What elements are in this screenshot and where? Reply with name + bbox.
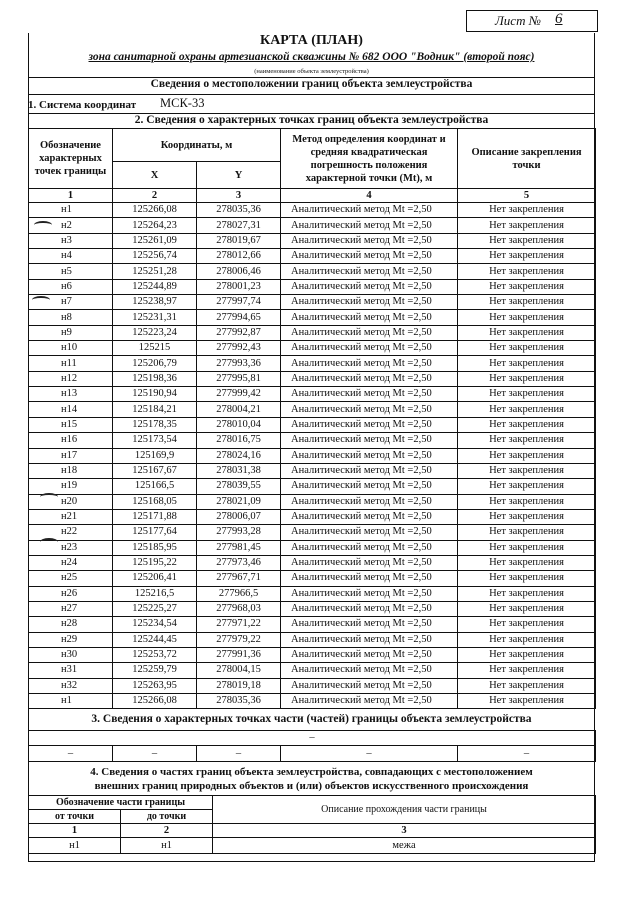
coord-y: 278006,46 [197, 264, 281, 279]
point-label: н18 [29, 463, 113, 478]
table-row [29, 479, 596, 494]
pen-mark [32, 296, 50, 304]
coord-y: 277999,42 [197, 387, 281, 402]
coord-y: 277995,81 [197, 371, 281, 386]
section3-table [28, 730, 596, 762]
coord-y: 277993,36 [197, 356, 281, 371]
coord-x: 125190,94 [113, 387, 197, 402]
coord-y: 277979,22 [197, 632, 281, 647]
coord-y: 278001,23 [197, 279, 281, 294]
coord-x: 125168,05 [113, 494, 197, 509]
point-label: н29 [29, 632, 113, 647]
section3-dash: – [29, 746, 113, 761]
table-row [29, 433, 596, 448]
coord-y: 278027,31 [197, 218, 281, 233]
section3-dash: – [29, 731, 596, 746]
fixing-cell: Нет закрепления [458, 479, 596, 494]
method-cell: Аналитический метод Mt =2,50 [281, 663, 458, 678]
point-label: н26 [29, 586, 113, 601]
coordinate-system-value: МСК-33 [160, 96, 205, 110]
table-row [29, 694, 596, 709]
point-label: н9 [29, 325, 113, 340]
fixing-cell: Нет закрепления [458, 663, 596, 678]
point-label: н28 [29, 617, 113, 632]
pen-mark [34, 221, 52, 229]
coordinate-system-label: 1. Система координат [28, 99, 137, 111]
document-title: КАРТА (ПЛАН) [260, 33, 363, 48]
section4-title-line2: внешних границ природных объектов и (или) объектов искусственного происхождения [94, 780, 529, 792]
method-cell: Аналитический метод Mt =2,50 [281, 203, 458, 218]
coord-y: 278004,21 [197, 402, 281, 417]
method-cell: Аналитический метод Mt =2,50 [281, 218, 458, 233]
method-cell: Аналитический метод Mt =2,50 [281, 571, 458, 586]
method-cell: Аналитический метод Mt =2,50 [281, 494, 458, 509]
document-page [28, 33, 595, 863]
method-cell: Аналитический метод Mt =2,50 [281, 448, 458, 463]
point-label: н10 [29, 341, 113, 356]
section3-dash: – [113, 746, 197, 761]
coord-x: 125206,41 [113, 571, 197, 586]
coord-x: 125263,95 [113, 678, 197, 693]
coord-x: 125256,74 [113, 249, 197, 264]
coord-y: 277994,65 [197, 310, 281, 325]
fixing-cell: Нет закрепления [458, 325, 596, 340]
coord-x: 125178,35 [113, 417, 197, 432]
method-cell: Аналитический метод Mt =2,50 [281, 525, 458, 540]
fixing-cell: Нет закрепления [458, 433, 596, 448]
point-label: н31 [29, 663, 113, 678]
section2-title: 2. Сведения о характерных точках границ объекта землеустройства [134, 114, 489, 126]
method-cell: Аналитический метод Mt =2,50 [281, 249, 458, 264]
method-cell: Аналитический метод Mt =2,50 [281, 694, 458, 709]
table-row [29, 295, 596, 310]
fixing-cell: Нет закрепления [458, 601, 596, 616]
method-cell: Аналитический метод Mt =2,50 [281, 617, 458, 632]
method-cell: Аналитический метод Mt =2,50 [281, 279, 458, 294]
coord-x: 125259,79 [113, 663, 197, 678]
colnum: 3 [213, 824, 596, 838]
coord-x: 125253,72 [113, 647, 197, 662]
header-to: до точки [121, 810, 213, 824]
colnum: 1 [29, 189, 113, 203]
fixing-cell: Нет закрепления [458, 310, 596, 325]
point-label: н13 [29, 387, 113, 402]
method-cell: Аналитический метод Mt =2,50 [281, 310, 458, 325]
subtitle-caption: (наименование объекта землеустройства) [254, 68, 369, 75]
fixing-cell: Нет закрепления [458, 233, 596, 248]
point-label: н27 [29, 601, 113, 616]
colnum: 2 [113, 189, 197, 203]
coord-y: 278019,67 [197, 233, 281, 248]
pen-mark [40, 493, 58, 501]
method-cell: Аналитический метод Mt =2,50 [281, 540, 458, 555]
point-label: н5 [29, 264, 113, 279]
section3-dash: – [281, 746, 458, 761]
point-label: н12 [29, 371, 113, 386]
table-row [29, 310, 596, 325]
table-row [29, 494, 596, 509]
method-cell: Аналитический метод Mt =2,50 [281, 678, 458, 693]
table-row [29, 571, 596, 586]
method-cell: Аналитический метод Mt =2,50 [281, 387, 458, 402]
table-row [29, 555, 596, 570]
sheet-number: 6 [555, 11, 563, 27]
coord-y: 278010,04 [197, 417, 281, 432]
table-row [29, 463, 596, 478]
method-cell: Аналитический метод Mt =2,50 [281, 509, 458, 524]
fixing-cell: Нет закрепления [458, 387, 596, 402]
coord-y: 278019,18 [197, 678, 281, 693]
table-row [29, 341, 596, 356]
fixing-cell: Нет закрепления [458, 218, 596, 233]
table-row [29, 249, 596, 264]
point-label: н20 [29, 494, 113, 509]
fixing-cell: Нет закрепления [458, 203, 596, 218]
coord-x: 125184,21 [113, 402, 197, 417]
point-label: н14 [29, 402, 113, 417]
point-label: н22 [29, 525, 113, 540]
coord-x: 125231,31 [113, 310, 197, 325]
coord-x: 125266,08 [113, 694, 197, 709]
coord-x: 125169,9 [113, 448, 197, 463]
coord-y: 278006,07 [197, 509, 281, 524]
header-x: X [113, 162, 197, 189]
colnum: 5 [458, 189, 596, 203]
table-row [29, 218, 596, 233]
coord-y: 278012,66 [197, 249, 281, 264]
table-row [29, 279, 596, 294]
coord-x: 125244,89 [113, 279, 197, 294]
table-row [29, 371, 596, 386]
coord-x: 125234,54 [113, 617, 197, 632]
coord-x: 125167,67 [113, 463, 197, 478]
coord-x: 125225,27 [113, 601, 197, 616]
section3-dash: – [197, 746, 281, 761]
section-main-title: Сведения о местоположении границ объекта землеустройства [150, 78, 473, 90]
coord-y: 277992,87 [197, 325, 281, 340]
method-cell: Аналитический метод Mt =2,50 [281, 371, 458, 386]
header-passage: Описание прохождения части границы [213, 796, 596, 824]
point-label: н11 [29, 356, 113, 371]
method-cell: Аналитический метод Mt =2,50 [281, 295, 458, 310]
fixing-cell: Нет закрепления [458, 295, 596, 310]
fixing-cell: Нет закрепления [458, 555, 596, 570]
fixing-cell: Нет закрепления [458, 694, 596, 709]
table-row [29, 356, 596, 371]
coord-x: 125177,64 [113, 525, 197, 540]
sheet-number-box [466, 10, 598, 32]
point-label: н6 [29, 279, 113, 294]
colnum: 1 [29, 824, 121, 838]
fixing-cell: Нет закрепления [458, 448, 596, 463]
fixing-cell: Нет закрепления [458, 264, 596, 279]
header-part: Обозначение части границы [29, 796, 213, 810]
coord-x: 125216,5 [113, 586, 197, 601]
method-cell: Аналитический метод Mt =2,50 [281, 647, 458, 662]
fixing-cell: Нет закрепления [458, 417, 596, 432]
colnum: 3 [197, 189, 281, 203]
coord-y: 277968,03 [197, 601, 281, 616]
point-label: н17 [29, 448, 113, 463]
fixing-cell: Нет закрепления [458, 647, 596, 662]
table-row [29, 264, 596, 279]
section4-table [28, 795, 596, 854]
table-row [29, 617, 596, 632]
table-row [29, 525, 596, 540]
coord-x: 125223,24 [113, 325, 197, 340]
coord-x: 125173,54 [113, 433, 197, 448]
table-row [29, 540, 596, 555]
colnum: 2 [121, 824, 213, 838]
section3-title: 3. Сведения о характерных точках части (частей) границы объекта землеустройства [91, 713, 532, 725]
coord-y: 277971,22 [197, 617, 281, 632]
fixing-cell: Нет закрепления [458, 279, 596, 294]
table-row [29, 678, 596, 693]
fixing-cell: Нет закрепления [458, 356, 596, 371]
method-cell: Аналитический метод Mt =2,50 [281, 341, 458, 356]
part-to: н1 [121, 838, 213, 854]
coord-x: 125251,28 [113, 264, 197, 279]
method-cell: Аналитический метод Mt =2,50 [281, 356, 458, 371]
coord-y: 278031,38 [197, 463, 281, 478]
coord-x: 125185,95 [113, 540, 197, 555]
point-label: н3 [29, 233, 113, 248]
table-row [29, 632, 596, 647]
coord-y: 277997,74 [197, 295, 281, 310]
method-cell: Аналитический метод Mt =2,50 [281, 402, 458, 417]
point-label: н15 [29, 417, 113, 432]
table-row [29, 509, 596, 524]
table-row [29, 663, 596, 678]
coord-y: 277981,45 [197, 540, 281, 555]
part-from: н1 [29, 838, 121, 854]
point-label: н4 [29, 249, 113, 264]
coord-y: 277991,36 [197, 647, 281, 662]
point-label: н30 [29, 647, 113, 662]
fixing-cell: Нет закрепления [458, 586, 596, 601]
fixing-cell: Нет закрепления [458, 249, 596, 264]
fixing-cell: Нет закрепления [458, 617, 596, 632]
header-coords: Координаты, м [113, 129, 281, 162]
pen-mark [40, 538, 58, 546]
point-label: н2 [29, 218, 113, 233]
method-cell: Аналитический метод Mt =2,50 [281, 601, 458, 616]
fixing-cell: Нет закрепления [458, 509, 596, 524]
point-label: н23 [29, 540, 113, 555]
method-cell: Аналитический метод Mt =2,50 [281, 555, 458, 570]
fixing-cell: Нет закрепления [458, 494, 596, 509]
method-cell: Аналитический метод Mt =2,50 [281, 632, 458, 647]
document-subtitle: зона санитарной охраны артезианской скважины № 682 ООО "Водник" (второй пояс) [88, 51, 535, 63]
fixing-cell: Нет закрепления [458, 402, 596, 417]
point-label: н1 [29, 203, 113, 218]
table-row [29, 402, 596, 417]
coord-x: 125264,23 [113, 218, 197, 233]
header-desc: Описание закрепления точки [458, 129, 596, 189]
table-row [29, 387, 596, 402]
point-label: н1 [29, 694, 113, 709]
method-cell: Аналитический метод Mt =2,50 [281, 463, 458, 478]
header-method: Метод определения координат и средняя квадратическая погрешность положения характерной точки (Mt), м [281, 129, 458, 189]
point-label: н7 [29, 295, 113, 310]
coord-x: 125261,09 [113, 233, 197, 248]
colnum: 4 [281, 189, 458, 203]
point-label: н32 [29, 678, 113, 693]
coord-x: 125166,5 [113, 479, 197, 494]
table-row [29, 647, 596, 662]
table-row [29, 203, 596, 218]
table-row [29, 325, 596, 340]
header-y: Y [197, 162, 281, 189]
coord-y: 277973,46 [197, 555, 281, 570]
table-row [29, 417, 596, 432]
coord-y: 278039,55 [197, 479, 281, 494]
method-cell: Аналитический метод Mt =2,50 [281, 479, 458, 494]
fixing-cell: Нет закрепления [458, 463, 596, 478]
coord-y: 277966,5 [197, 586, 281, 601]
point-label: н21 [29, 509, 113, 524]
point-label: н8 [29, 310, 113, 325]
fixing-cell: Нет закрепления [458, 571, 596, 586]
points-table [28, 128, 596, 709]
coord-x: 125244,45 [113, 632, 197, 647]
point-label: н24 [29, 555, 113, 570]
point-label: н19 [29, 479, 113, 494]
coord-y: 277967,71 [197, 571, 281, 586]
coord-x: 125266,08 [113, 203, 197, 218]
table-row [29, 233, 596, 248]
table-row [29, 601, 596, 616]
fixing-cell: Нет закрепления [458, 341, 596, 356]
coord-x: 125238,97 [113, 295, 197, 310]
coord-y: 278004,15 [197, 663, 281, 678]
method-cell: Аналитический метод Mt =2,50 [281, 586, 458, 601]
point-label: н25 [29, 571, 113, 586]
fixing-cell: Нет закрепления [458, 632, 596, 647]
fixing-cell: Нет закрепления [458, 540, 596, 555]
part-desc: межа [213, 838, 596, 854]
coord-y: 278016,75 [197, 433, 281, 448]
coord-y: 277992,43 [197, 341, 281, 356]
coord-x: 125206,79 [113, 356, 197, 371]
method-cell: Аналитический метод Mt =2,50 [281, 325, 458, 340]
table-row [29, 586, 596, 601]
coord-y: 277993,28 [197, 525, 281, 540]
fixing-cell: Нет закрепления [458, 371, 596, 386]
coord-x: 125195,22 [113, 555, 197, 570]
fixing-cell: Нет закрепления [458, 678, 596, 693]
coord-x: 125215 [113, 341, 197, 356]
coord-y: 278024,16 [197, 448, 281, 463]
method-cell: Аналитический метод Mt =2,50 [281, 233, 458, 248]
coord-x: 125171,88 [113, 509, 197, 524]
header-point: Обозначение характерных точек границы [29, 129, 113, 189]
sheet-label: Лист № [495, 13, 541, 28]
table-row [29, 448, 596, 463]
section3-dash: – [458, 746, 596, 761]
header-from: от точки [29, 810, 121, 824]
point-label: н16 [29, 433, 113, 448]
method-cell: Аналитический метод Mt =2,50 [281, 417, 458, 432]
coord-y: 278035,36 [197, 694, 281, 709]
coord-x: 125198,36 [113, 371, 197, 386]
coord-y: 278035,36 [197, 203, 281, 218]
method-cell: Аналитический метод Mt =2,50 [281, 264, 458, 279]
section4-title-line1: 4. Сведения о частях границ объекта землеустройства, совпадающих с местоположением [90, 766, 533, 778]
fixing-cell: Нет закрепления [458, 525, 596, 540]
coord-y: 278021,09 [197, 494, 281, 509]
method-cell: Аналитический метод Mt =2,50 [281, 433, 458, 448]
